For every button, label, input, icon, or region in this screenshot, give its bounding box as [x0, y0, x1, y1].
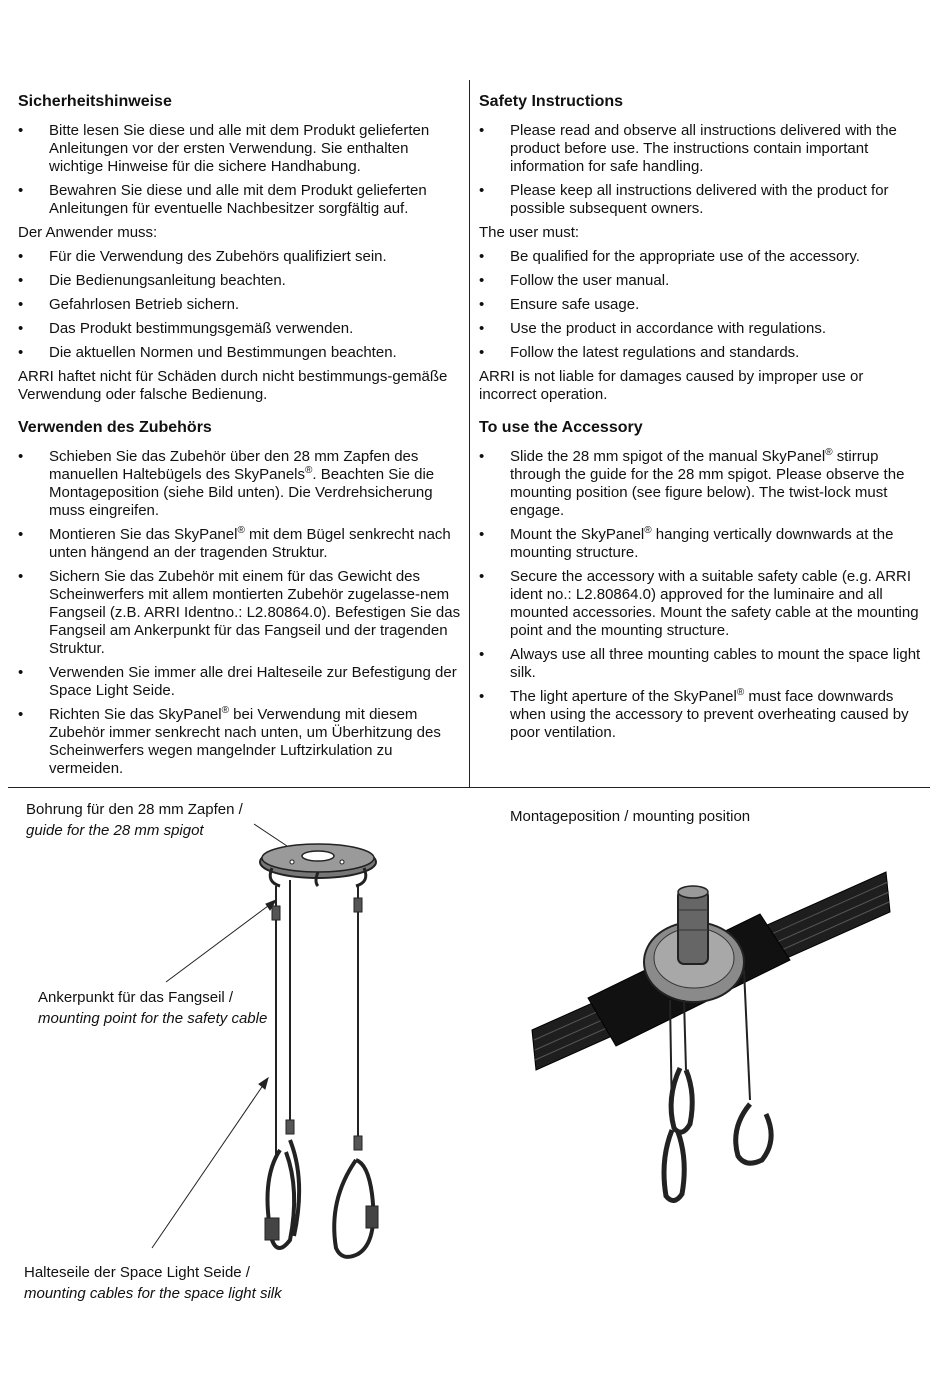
list-item: • Secure the accessory with a suitable safety cable (e.g. ARRI ident no.: L2.80864.0) approved for the luminaire and all mounted accessories. Mount the safety cable at the mounting point and the mounting structure.	[479, 568, 924, 640]
heading-usage-de: Verwenden des Zubehörs	[18, 419, 212, 436]
list-item: • Montieren Sie das SkyPanel® mit dem Bügel senkrecht nach unten hängend an der tragenden Struktur.	[18, 526, 466, 562]
list-item: • Verwenden Sie immer alle drei Halteseile zur Befestigung der Space Light Seide.	[18, 664, 466, 700]
list-item: • Please read and observe all instructions delivered with the product before use. The instructions contain important information for safe handling.	[479, 122, 924, 176]
list-item: • Follow the user manual.	[479, 272, 924, 290]
list-item: • Bitte lesen Sie diese und alle mit dem Produkt gelieferten Anleitungen vor der ersten Verwendung. Sie enthalten wichtige Hinweise für die sichere Handhabung.	[18, 122, 466, 176]
user-intro-en: The user must:	[479, 224, 580, 241]
list-item: • Gefahrlosen Betrieb sichern.	[18, 296, 466, 314]
caption-anchor-point: Ankerpunkt für das Fangseil / mounting point for the safety cable	[38, 989, 268, 1027]
accessory-illustration	[152, 824, 378, 1257]
liability-de: ARRI haftet nicht für Schäden durch nicht bestimmungs-gemäße Verwendung oder falsche Bedienung.	[18, 368, 448, 403]
list-item: • Die aktuellen Normen und Bestimmungen beachten.	[18, 344, 466, 362]
list-item: • Sichern Sie das Zubehör mit einem für das Gewicht des Scheinwerfers mit allem montierten Zubehör zugelasse-nem Fangseil (z.B. ARRI Identno.: L2.80864.0). Befestigen Sie das Fangseil am Ankerpunkt für das Fangseil und der tragenden Struktur.	[18, 568, 466, 658]
mounting-position-illustration	[532, 872, 890, 1201]
list-item: • The light aperture of the SkyPanel® must face downwards when using the accessory to prevent overheating caused by poor ventilation.	[479, 688, 924, 742]
list-item: • Ensure safe usage.	[479, 296, 924, 314]
list-item: • Always use all three mounting cables to mount the space light silk.	[479, 646, 924, 682]
list-item: • Follow the latest regulations and standards.	[479, 344, 924, 362]
caption-spigot-guide: Bohrung für den 28 mm Zapfen / guide for the 28 mm spigot	[26, 801, 243, 839]
list-item: • Für die Verwendung des Zubehörs qualifiziert sein.	[18, 248, 466, 266]
list-item: • Slide the 28 mm spigot of the manual SkyPanel® stirrup through the guide for the 28 mm spigot. Please observe the mounting position (see figure below). The twist-lock must engage.	[479, 448, 924, 520]
list-item: • Bewahren Sie diese und alle mit dem Produkt gelieferten Anleitungen für eventuelle Nachbesitzer sorgfältig auf.	[18, 182, 466, 218]
heading-safety-en: Safety Instructions	[479, 93, 624, 110]
list-item: • Use the product in accordance with regulations.	[479, 320, 924, 338]
list-item: • Richten Sie das SkyPanel® bei Verwendung mit diesem Zubehör immer senkrecht nach unten, um Überhitzung des Scheinwerfers wegen mangelnder Luftzirkulation zu vermeiden.	[18, 706, 466, 778]
liability-en: ARRI is not liable for damages caused by improper use or incorrect operation.	[479, 368, 864, 403]
list-item: • Mount the SkyPanel® hanging vertically downwards at the mounting structure.	[479, 526, 924, 562]
caption-mounting-position: Montageposition / mounting position	[510, 808, 751, 825]
heading-safety-de: Sicherheitshinweise	[18, 93, 172, 110]
caption-mounting-cables: Halteseile der Space Light Seide / mounting cables for the space light silk	[24, 1264, 282, 1302]
list-item: • Be qualified for the appropriate use of the accessory.	[479, 248, 924, 266]
list-item: • Schieben Sie das Zubehör über den 28 mm Zapfen des manuellen Haltebügels des SkyPanels®. Beachten Sie die Montageposition (siehe Bild unten). Die Verdrehsicherung muss eingreifen.	[18, 448, 466, 520]
list-item: • Das Produkt bestimmungsgemäß verwenden.	[18, 320, 466, 338]
heading-usage-en: To use the Accessory	[479, 419, 643, 436]
list-item: • Please keep all instructions delivered with the product for possible subsequent owners.	[479, 182, 924, 218]
list-item: • Die Bedienungsanleitung beachten.	[18, 272, 466, 290]
user-intro-de: Der Anwender muss:	[18, 224, 158, 241]
